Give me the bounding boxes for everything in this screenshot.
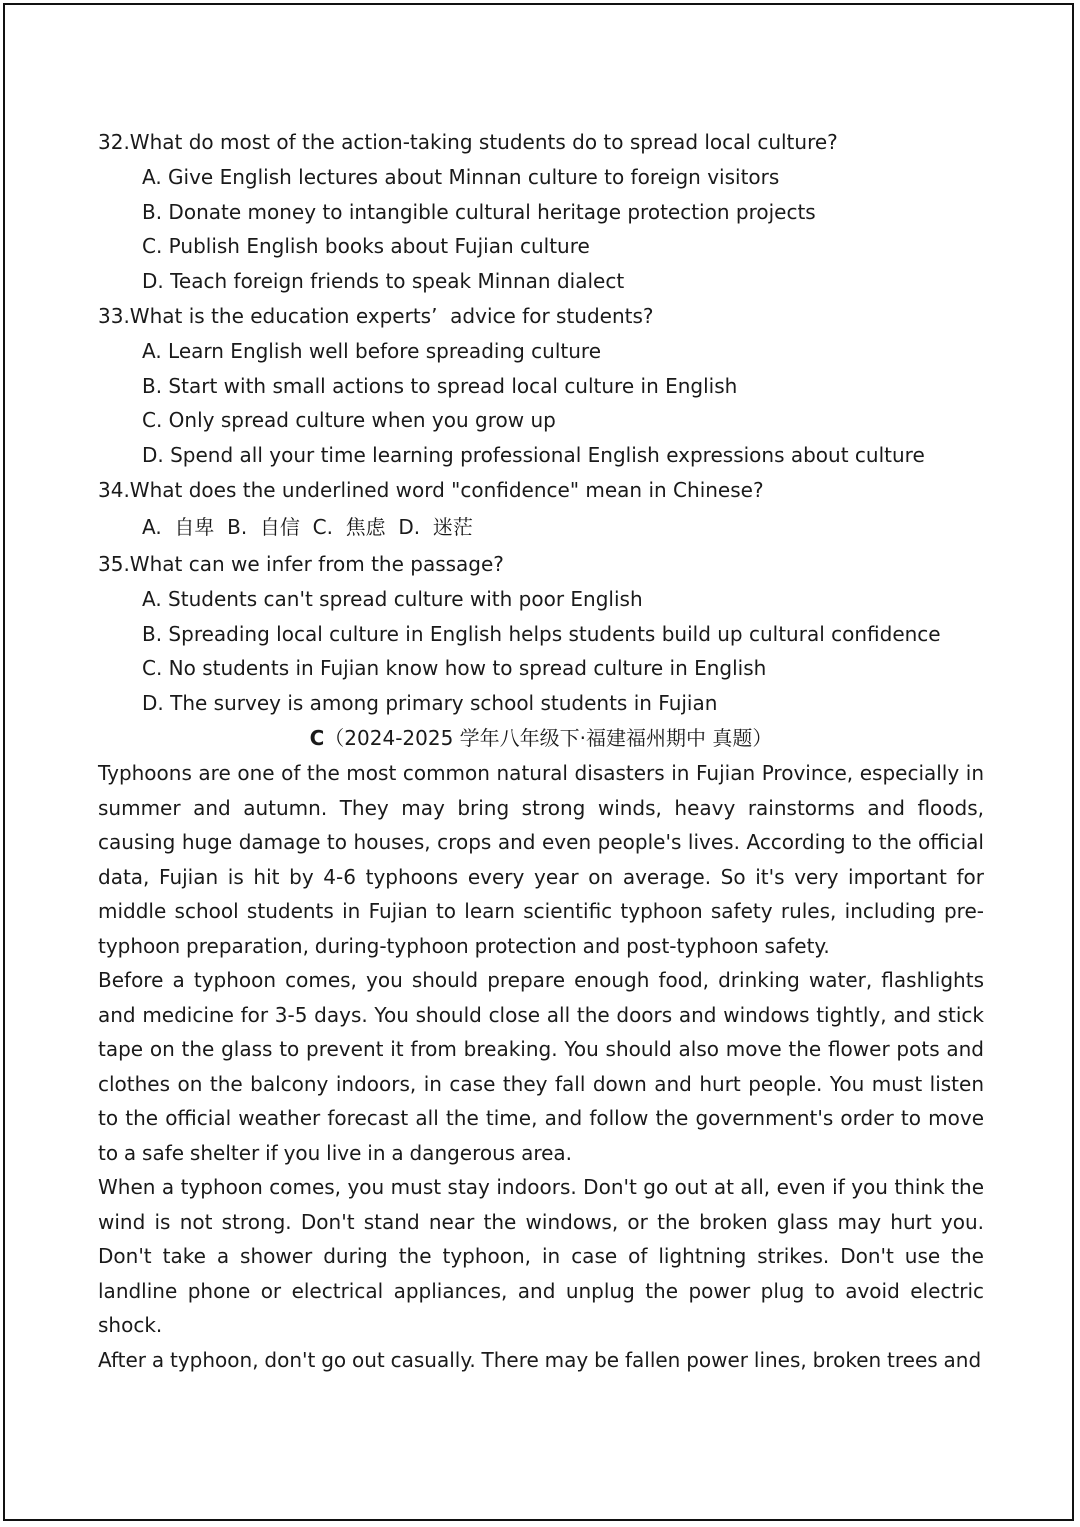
passage-paragraph: Typhoons are one of the most common natural disasters in Fujian Province, especially in summer and autumn. They may bring strong winds, heavy rainstorms and floods, causing huge damage to houses, crops and even people's lives. According to the official data, Fujian is hit by 4-6 typhoons every year on average. So it's very important for middle school students in Fujian to learn scientific typhoon safety rules, including pre-typhoon preparation, during-typhoon protection and post-typhoon safety.	[98, 761, 984, 958]
option-c: C. Publish English books about Fujian culture	[142, 234, 590, 258]
question-35	[98, 546, 984, 720]
section-heading	[98, 720, 984, 756]
question-stem: 32.What do most of the action-taking students do to spread local culture?	[98, 130, 838, 154]
question-stem: 35.What can we infer from the passage?	[98, 552, 504, 576]
option-d: D. The survey is among primary school students in Fujian	[142, 690, 718, 715]
question-stem: 33.What is the education experts’ advice for students?	[98, 304, 654, 328]
passage-paragraph: After a typhoon, don't go out casually. There may be fallen power lines, broken trees and	[98, 1347, 982, 1372]
option-c: C. No students in Fujian know how to spread culture in English	[142, 656, 767, 680]
option-b: B. Spreading local culture in English helps students build up cultural confidence	[142, 621, 941, 646]
option-d: D. Teach foreign friends to speak Minnan dialect	[142, 268, 625, 293]
option-b: B. Donate money to intangible cultural heritage protection projects	[142, 199, 816, 224]
question-32	[98, 124, 984, 298]
section-letter: C	[309, 726, 325, 750]
reading-passage	[98, 756, 984, 1377]
question-stem: 34.What does the underlined word "confidence" mean in Chinese?	[98, 478, 764, 502]
option-a: A. Students can't spread culture with poor English	[142, 587, 643, 611]
question-33	[98, 298, 984, 472]
section-source: （2024-2025 学年八年级下·福建福州期中 真题）	[324, 726, 773, 750]
option-a: A. Give English lectures about Minnan culture to foreign visitors	[142, 165, 780, 189]
exam-page	[98, 124, 984, 1377]
option-d: D. Spend all your time learning professional English expressions about culture	[142, 442, 925, 467]
option-b: B. Start with small actions to spread local culture in English	[142, 373, 738, 398]
passage-paragraph: Before a typhoon comes, you should prepare enough food, drinking water, flashlights and medicine for 3-5 days. You should close all the doors and windows tightly, and stick tape on the glass to prevent it from breaking. You should also move the flower pots and clothes on the balcony indoors, in case they fall down and hurt people. You must listen to the official weather forecast all the time, and follow the government's order to move to a safe shelter if you live in a dangerous area.	[98, 968, 984, 1165]
question-34	[98, 472, 984, 546]
passage-paragraph: When a typhoon comes, you must stay indoors. Don't go out at all, even if you think the wind is not strong. Don't stand near the windows, or the broken glass may hurt you. Don't take a shower during the typhoon, in case of lightning strikes. Don't use the landline phone or electrical appliances, and unplug the power plug to avoid electric shock.	[98, 1175, 984, 1337]
option-a: A. Learn English well before spreading culture	[142, 339, 602, 363]
option-c: C. Only spread culture when you grow up	[142, 408, 556, 432]
inline-options: A. 自卑 B. 自信 C. 焦虑 D. 迷茫	[142, 515, 473, 539]
